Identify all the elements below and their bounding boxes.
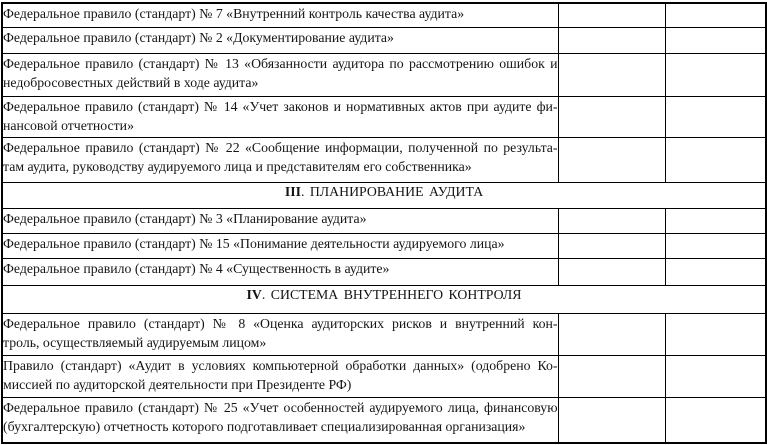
section-numeral: III [284,183,301,199]
table-row [2,53,766,96]
empty-cell [665,397,766,443]
rule-text-line: Федеральное правило (стандарт) № 15 «Понимание деятельности аудируемого лица» [3,235,505,251]
rule-text-line: нансовой отчетности» [3,117,134,133]
section-numeral: IV [246,286,262,302]
rule-cell [2,355,558,397]
empty-cell [558,96,665,137]
rule-text-line: (бухгалтерскую) отчетность которого подготавливает специализированная организация» [3,418,526,434]
table-row [2,3,766,27]
rule-text-line: Федеральное правило (стандарт) № 25 «Учет особенностей аудируемого лица, финансовую [3,399,558,415]
rule-text-line: Федеральное правило (стандарт) № 3 «Планирование аудита» [3,210,367,226]
table-row [2,27,766,53]
empty-cell [558,53,665,96]
table-row [2,313,766,355]
rule-text-line: Правило (стандарт) «Аудит в условиях компьютерной обработки данных» (одобрено Ко- [3,357,558,373]
rule-text-line: недобросовестных действий в ходе аудита» [3,74,259,90]
table-row [2,397,766,443]
table-row [2,355,766,397]
rule-text-line: Федеральное правило (стандарт) № 8 «Оценка аудиторских рисков и внутренний кон- [3,315,558,331]
table-row [2,233,766,258]
rule-cell [2,27,558,53]
rule-cell [2,258,558,285]
empty-cell [558,313,665,355]
empty-cell [558,233,665,258]
rule-cell [2,313,558,355]
empty-cell [665,233,766,258]
empty-cell [665,355,766,397]
section-header-row [2,285,766,313]
empty-cell [558,3,665,27]
section-header-row [2,182,766,208]
empty-cell [665,96,766,137]
table-row [2,137,766,182]
rule-cell [2,137,558,182]
rule-cell [2,233,558,258]
rule-text-line: Федеральное правило (стандарт) № 4 «Существенность в аудите» [3,260,390,276]
section-title: . ПЛАНИРОВАНИЕ АУДИТА [300,183,484,199]
empty-cell [665,313,766,355]
rule-text-line: Федеральное правило (стандарт) № 13 «Обязанности аудитора по рассмотрению ошибок и [3,55,558,71]
empty-cell [558,27,665,53]
rule-cell [2,96,558,137]
rule-text-line: Федеральное правило (стандарт) № 2 «Документирование аудита» [3,29,394,45]
rule-cell [2,208,558,233]
rule-text-line: миссией по аудиторской деятельности при Президенте РФ) [3,376,352,392]
empty-cell [558,258,665,285]
empty-cell [665,27,766,53]
empty-cell [665,208,766,233]
standards-table [1,2,767,444]
empty-cell [665,3,766,27]
section-header [2,182,766,208]
rule-text-line: Федеральное правило (стандарт) № 22 «Сообщение информации, полученной по результа- [3,139,558,155]
table-row [2,96,766,137]
empty-cell [665,137,766,182]
empty-cell [558,137,665,182]
rule-text-line: троль, осуществляемый аудируемым лицом» [3,334,267,350]
table-row [2,258,766,285]
table-row [2,208,766,233]
empty-cell [665,53,766,96]
empty-cell [558,355,665,397]
section-header [2,285,766,313]
section-title: . СИСТЕМА ВНУТРЕННЕГО КОНТРОЛЯ [261,286,522,302]
rule-cell [2,53,558,96]
empty-cell [665,258,766,285]
rule-text-line: там аудита, руководству аудируемого лица и представителям его собственника» [3,158,472,174]
rule-cell [2,3,558,27]
empty-cell [558,397,665,443]
rule-text-line: Федеральное правило (стандарт) № 7 «Внутренний контроль качества аудита» [3,6,465,21]
rule-cell [2,397,558,443]
empty-cell [558,208,665,233]
rule-text-line: Федеральное правило (стандарт) № 14 «Учет законов и нормативных актов при аудите фи- [3,98,558,114]
